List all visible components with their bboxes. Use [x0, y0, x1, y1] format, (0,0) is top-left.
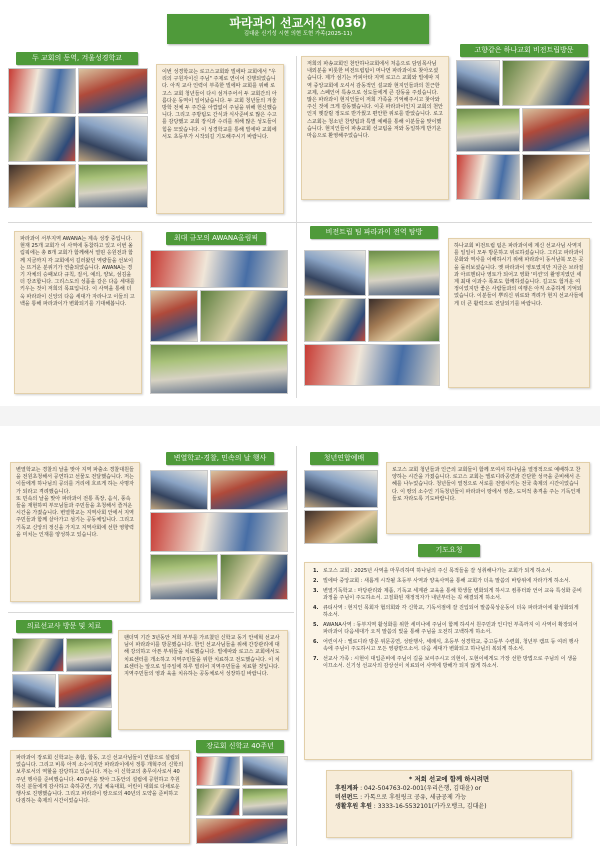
photo-seminary-2: [242, 756, 288, 786]
photo-medical-3: [12, 674, 56, 708]
prayer-item: 1. 로고스 교회 : 2025년 사역을 마무리하며 하나님의 주신 목적들을 잘 성취해나가는 교회가 되게 하소서.: [313, 568, 553, 574]
prayer-item: 4. 큐티사역 : 현지인 목회자 협의회와 각 신학교, 기독서점에 잘 진입되어 말씀묵상운동이 더욱 파라과이에 활성화되게 하소서.: [313, 605, 579, 618]
photo-hometown-4: [522, 108, 590, 152]
photo-hometown-1: [456, 60, 500, 106]
photo-awana-2: [150, 290, 198, 342]
section-label-vision-trip: 비전트립 팀 파라과이 전역 탐방: [310, 226, 438, 239]
text-police-school: 변열학교는 경찰의 날을 맞아 지역 파출소 경찰대원들을 전원초청해서 공연하고 선물도 전달했습니다. 저는 이들에게 하나님의 공의를 거리에 흐르게 하는 사명자가 되라고 격려했습니다. 또 민속의 날을 맞아 파라과이 전통 폭장, 음식, 풍속들을 재현하며 부모님들과 주민들을 초청해서 즐겨운 시간을 가졌습니다. 변열학교는 지역사회 안에서 지역주민들과 함께 살아가고 섬기는 공동체입니다. 그리고 기독교 신앙의 정신을 가지고 지역사회에 선한 영향력을 미치는 인재를 양성하고 있습니다.: [10, 462, 140, 602]
photo-hometown-2: [502, 60, 590, 106]
prayer-item: 7. 선교사 가족 : 시현이 대입준비에 주님이 길을 보여주시고 의현이, 도현이에게도 가장 선한 방법으로 주님의 이 생을 이끄소서. 신기성 선교사의 감상선이 치료되어 사역에 방해가 되지 않게 하소서.: [313, 656, 577, 669]
photo-unity-2: [78, 68, 148, 114]
photo-police-2: [210, 470, 288, 510]
prayer-item: 6. 어린이사 : 엘로디라 방문 위문공연, 성탄행사, 세례식, 초등부 성경학교, 중고등부 수련회, 청년부 캠프 등 여러 행사 속에 주님이 주도하시고 모든 영광받으소서. 다음 세대가 변화되고 하나님의 복되게 하소서.: [313, 639, 579, 652]
text-seminary: 파라과이 장로회 신학교는 총합, 합동, 고신 선교사님들이 연합으로 설립되었습니다. 그리고 비록 아직 소수이지만 파라과이에서 정통 개혁주의 신학의 보루로서의 역할을 감당하고 있습니다. 저는 이 신학교의 총무이사로서 40주년 행사를 준비했습니다. 40주년을 맞아 그동안의 설립에 공헌하고 후원하신 분들에게 감사하고 축하공연, 기념 체육대회, 어린이 대회로 다채로운 행사로 진행했습니다. 그리고 파라과이 땅으로의 40년의 도약을 준비하고 다짐하는 축제의 시간이었습니다.: [10, 750, 190, 844]
photo-medical-5: [12, 710, 112, 738]
photo-vision-1: [304, 250, 366, 296]
support-living: 생활후원 후원 : 3333-16-5532101(카카오뱅크, 김대윤): [335, 803, 487, 810]
page-break: [0, 406, 600, 426]
photo-vision-2: [368, 250, 440, 296]
text-youth-worship: 로고스 교회 청년들과 인근의 교회들이 함께 모여서 하나님을 열정적으로 예배하고 찬양하는 시간을 가졌습니다. 로고스 교회는 엘로디라공연과 간단한 성극을 준비해서 은혜를 나누었습니다. 청년들이 열정으로 서로를 전염시키는 전국 축제의 시간이었습니다. 이 땅의 소수인 기독청년들이 파라과이 땅에서 영혼, 도덕적 총격을 주는 기독인재들로 자라도록 기도바랍니다.: [386, 462, 590, 534]
photo-seminary-4: [242, 788, 288, 816]
section-label-unity: 두 교회의 동역, 겨울성경학교: [16, 52, 138, 65]
section-label-hometown: 고향같은 하나교회 비전트립방문: [460, 44, 588, 57]
prayer-item: 5. AWANA사역 : 동부지역 활성화를 위한 세미나에 주님이 함께 하셔서 원주민과 인디언 부족까지 이 사역이 확장되어 파라과이 다음세대가 오직 말씀의 빛을 통해 주님을 오전히 고백하게 하소서.: [313, 622, 578, 635]
photo-police-3: [150, 512, 288, 552]
section-label-prayer: 기도요청: [418, 544, 480, 557]
photo-awana-1: [150, 250, 288, 288]
text-unity: 이번 성경학교는 로고스교회와 빌에따 교회에서 "우리의 구원자이신 주님" 주제로 연이어 진행되었습니다. 아직 교사 인력이 부족한 빌에따 교회를 위해 로고스 교회 청년들이 다시 섬겨주어서 두 교회간의 아름다운 동역이 일어났습니다. 두 교회 청년들의 겨울 방학 전체 두 주간을 아깝없이 주님을 위해 헌신했습니다. 그리고 주방팀도 간식과 식사준비로 많은 수고를 감당했고 교회 장식과 수리를 위해 많은 성도들이 힘을 모았습니다. 이 성경학교를 통해 빌에따 교회에서도 초등부가 시작되길 기도해주시기 바랍니다.: [156, 64, 284, 214]
section-label-police-school: 변열학교-경찰, 민속의 날 행사: [166, 452, 274, 465]
photo-unity-1: [8, 68, 76, 114]
section-label-seminary: 장로회 신학교 40주년: [196, 740, 284, 753]
row-divider: [8, 222, 592, 223]
newsletter-subtitle: 김대윤 신기성 시현 의현 도현 가족(2025-11): [243, 31, 353, 37]
text-awana: 파라과이 서부지역 AWANA는 계속 성장 중입니다. 현재 25개 교회가 이 사역에 동참하고 있고 이번 올림픽에는 총 8개 교회가 함께해서 열띤 응원전과 함께 지금까지 각 교회에서 길러왔던 역량들을 선보이는 뜨거운 분위기가 연출되었습니다. AWANA는 경기 자체의 승패보다 규칙, 질서, 예의, 양보, 섬김을 더 강조합니다. 그리스도의 성품을 갈은 다음 세대를 키우는 것이 저희의 목표입니다. 이 사역을 통해 더욱 파라과이 신앙의 다음 세대가 자라나고 이들의 고백을 통해 파라과이가 변화되기를 기대해봅니다.: [14, 231, 142, 394]
photo-seminary-5: [196, 818, 288, 844]
photo-police-1: [150, 470, 208, 510]
photo-seminary-1: [196, 756, 240, 786]
photo-unity-5: [8, 164, 76, 208]
newsletter-title: 파라과이 선교서신 (036): [229, 16, 367, 30]
newsletter-header: [167, 14, 429, 44]
support-title: * 저희 선교에 함께 하시려면: [408, 775, 490, 783]
photo-vision-3: [304, 298, 366, 342]
text-medical: 팬더믹 기간 3년동안 저희 부부를 가르쳤던 신학교 동기 안세혁 선교사님이 파라과이를 방문했습니다. 한인 선교사님들을 위해 간강관리에 대해 강의하고 아픈 부위들을 치료했습니다. 빌에따와 로고스 교회에서도 치료센터를 개소하고 지역주민들을 위한 치료하고 전도했습니다. 이 치료센터는 앞으로 일주일에 하루 빌리어 지역주민들을 치료할 것입니다. 지역주민들의 영과 육을 치유하는 공동체로서 성장하길 바랍니다.: [118, 630, 288, 730]
prayer-list: [304, 562, 592, 760]
photo-medical-2: [66, 638, 112, 672]
photo-youth-1: [304, 470, 378, 508]
photo-police-4: [150, 554, 218, 600]
photo-vision-5: [304, 344, 440, 386]
photo-medical-4: [58, 674, 112, 708]
support-info: [326, 770, 572, 838]
photo-hometown-3: [456, 108, 520, 152]
prayer-item: 3. 변열기독학교 : 마당관리와 제품, 기독교 세계관 교육을 통해 학생들 변화되게 하시고 컴퓨터와 언어 교육 특성화 준비과정을 주님이 주도하소서. 고질화된 재정적자가 내년부터는 꼭 해결되게 하소서.: [313, 588, 582, 601]
photo-police-5: [220, 554, 288, 600]
column-divider: [296, 56, 297, 398]
support-account: 후원계좌 : 042-504763-02-001(우리은행, 김대윤) or: [335, 785, 482, 792]
photo-hometown-6: [522, 154, 590, 200]
photo-medical-1: [12, 638, 64, 672]
text-hometown: 저희의 파송교회인 천안하나교회에서 처음으로 담임목사님 내외분을 비롯한 비전트립팀이 머나먼 파라과이로 찾아오셨습니다. 제가 섬기는 카피아타 지역 로고스 교회와 빌에따 지역 중앙교회에 오셔서 감동적인 설교와 현지인들과의 친근한 교제, 스페인어 특송으로 성도들에게 큰 감동을 주셨습니다. 많은 파라과이 현지인들이 저희 가족을 기억해주시고 찾아와주신 것에 크게 감동했습니다. 이곳 파라과이인지 교회의 천안인지 헷갈릴 정도로 반가웠고 편안한 위로를 받았습니다. 로고스교회는 청소년 찬양팀과 특별 예배를 통해 이분들을 맞이했습니다. 현지인들이 파송교회 선교팀을 저와 동일하게 반기운 마음으로 환영해주었습니다.: [301, 56, 449, 200]
photo-awana-4: [150, 344, 288, 394]
photo-vision-4: [368, 298, 440, 342]
row-divider-2: [8, 612, 294, 613]
photo-unity-3: [8, 116, 76, 162]
support-mission-fund: 미션펀드 : 카톡으로 후원링크 공유, 세금공제 가능: [335, 794, 467, 801]
section-label-medical: 의료선교사 방문 및 치료: [16, 620, 112, 633]
photo-awana-3: [200, 290, 288, 342]
text-vision-trip: 하나교회 비전트립 팀은 파라과이에 계신 선교사님 사역지를 일일이 모두 방문하고 위로하셨습니다. 그리고 파라과이 문화와 역사를 이해하시기 위해 파라과이 동서남북 모든 곳을 돌러보셨습니다. 옛 파라과이 영토였지만 지금은 브라질과 아르헨티나 영토가 되어고 영화 '미션'의 촬영지였던 세계 최대 이과수 폭포도 함께하셨습니다. 길고도 험겨운 여정이었지만 좋은 사람들과의 여행은 아직 소중하게 기억되었습니다. 이분들이 뿌리신 위로와 격려가 현지 선교사들에게 더 큰 활력으로 전달되기를 바랍니다.: [448, 238, 590, 388]
photo-unity-4: [78, 116, 148, 162]
photo-seminary-3: [196, 788, 240, 816]
photo-youth-2: [304, 510, 378, 544]
photo-hometown-5: [456, 154, 520, 200]
section-label-awana: 최대 규모의 AWANA올림픽: [166, 232, 266, 245]
prayer-item: 2. 빌에따 중앙교회 : 새롭게 시작될 초등부 사역과 양육사역을 통해 교회가 더욱 말씀의 바탕위에 자라가게 하소서.: [313, 578, 571, 584]
photo-unity-6: [78, 164, 148, 208]
column-divider-2: [296, 446, 297, 846]
section-label-youth-worship: 청년연합예배: [310, 452, 378, 465]
